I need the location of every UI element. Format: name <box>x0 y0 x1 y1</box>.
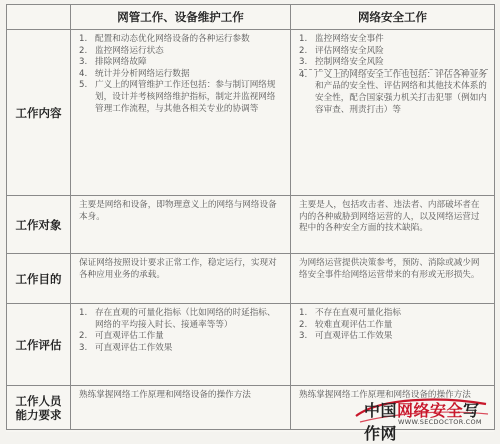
list-item-number: 1. <box>79 308 88 318</box>
cell-staff-requirements-mgmt <box>71 386 291 430</box>
list-item <box>79 308 284 331</box>
list-work-evaluation-security <box>291 304 494 346</box>
list-item <box>299 34 488 46</box>
cell-work-object-security <box>291 196 495 254</box>
list-item <box>299 320 488 332</box>
header-network-security: 网络安全工作 <box>291 5 495 30</box>
cell-work-purpose-security <box>291 254 495 304</box>
list-item-text: 可直观评估工作效果 <box>315 331 393 342</box>
list-item-number: 3. <box>299 331 308 342</box>
row-label-staff-line2: 能力要求 <box>15 407 62 422</box>
list-item-text: 监控网络安全事件 <box>315 34 384 44</box>
text-work-object-mgmt: 主要是网络和设备，即物理意义上的网络与网络设备本身。 <box>79 200 277 222</box>
list-item <box>299 46 488 58</box>
cell-work-object-mgmt <box>71 196 291 254</box>
list-item <box>79 46 284 58</box>
list-item-text: 存在直观的可量化指标（比如网络的时延指标、网络的平均接入时长、接通率等等） <box>95 308 276 330</box>
list-item <box>79 331 284 343</box>
list-item-text: 广义上的网管维护工作还包括：参与制订网络规划，设计并考核网络维护指标，制定并监视网络管理工作流程，与其他各相关专业的协调等 <box>95 80 276 114</box>
watermark-brand-left: 中国 <box>364 401 398 420</box>
list-item-number: 1. <box>299 34 308 44</box>
list-item-text: 监控网络运行状态 <box>95 45 164 56</box>
list-item-number: 2. <box>79 331 88 342</box>
cell-work-content-security <box>291 30 495 196</box>
watermark-url: WWW.SECDOCTOR.COM <box>398 418 482 426</box>
list-work-content-security <box>291 30 494 119</box>
row-label-work-evaluation: 工作评估 <box>7 304 71 386</box>
list-work-content-mgmt <box>71 30 290 118</box>
list-item-text: 统计并分析网络运行数据 <box>95 68 190 79</box>
list-item-number: 3. <box>299 57 308 68</box>
list-item-text: 可直观评估工作量 <box>95 331 164 342</box>
text-work-object-security: 主要是人，包括攻击者、违法者、内部破坏者在内的各种威胁到网络运营的人，以及网络运营过程中的各种安全方面的技术缺陷。 <box>299 200 480 234</box>
list-item <box>79 34 284 46</box>
row-work-purpose <box>7 254 495 304</box>
list-item <box>79 343 284 355</box>
list-item-text: 较难直观评估工作量 <box>315 319 393 330</box>
list-item <box>79 57 284 69</box>
header-network-management: 网管工作、设备维护工作 <box>71 5 291 30</box>
list-item <box>299 308 488 320</box>
list-work-evaluation-mgmt <box>71 304 290 357</box>
list-item-number: 2. <box>79 45 88 56</box>
list-item-number: 4. <box>79 68 88 79</box>
row-label-work-content: 工作内容 <box>7 30 71 196</box>
row-work-object <box>7 196 495 254</box>
list-item <box>299 57 488 69</box>
list-item-number: 1. <box>79 34 88 44</box>
list-item-number: 3. <box>79 57 88 68</box>
comparison-table-sheet <box>6 4 494 443</box>
list-item-text: 配置和动态优化网络设备的各种运行参数 <box>95 34 250 44</box>
watermark-brand-mid: 网络安全 <box>397 401 464 420</box>
list-item-number: 5. <box>79 80 88 91</box>
text-work-purpose-security: 为网络运营提供决策参考，预防、消除或减少网络安全事件给网络运营带来的有形或无形损失。 <box>299 258 480 280</box>
list-item-text: 不存在直观可量化指标 <box>315 308 401 318</box>
row-label-work-purpose: 工作目的 <box>7 254 71 304</box>
row-label-staff-line1: 工作人员 <box>15 393 62 408</box>
text-staff-requirements-security: 熟练掌握网络工作原理和网络设备的操作方法 <box>299 390 471 400</box>
list-item-text: 评估网络安全风险 <box>315 45 384 56</box>
list-item-text: 排除网络故障 <box>95 57 147 68</box>
list-item-number: 3. <box>79 342 88 353</box>
cell-work-purpose-mgmt <box>71 254 291 304</box>
list-item-text: 可直观评估工作效果 <box>95 342 173 353</box>
row-work-content <box>7 30 495 196</box>
list-item <box>299 69 488 116</box>
list-item-number: 1. <box>299 308 308 318</box>
row-work-evaluation <box>7 304 495 386</box>
text-work-purpose-mgmt: 保证网络按照设计要求正常工作，稳定运行，实现对各种应用业务的承载。 <box>79 258 277 280</box>
list-item-text: 控制网络安全风险 <box>315 57 384 68</box>
list-item-number: 4. <box>299 69 308 80</box>
cell-work-content-mgmt <box>71 30 291 196</box>
cell-work-evaluation-security <box>291 304 495 386</box>
list-item-number: 2. <box>299 45 308 56</box>
list-item <box>79 80 284 115</box>
comparison-table <box>6 4 495 430</box>
header-row <box>7 5 495 30</box>
list-item-number: 2. <box>299 319 308 330</box>
cell-work-evaluation-mgmt <box>71 304 291 386</box>
list-item-text: 广义上的网络安全工作也包括：评估各种业务和产品的安全性、评估网络和其他技术体系的安全性，配合国家强力机关打击犯罪（例如内容审查、刑责打击）等 <box>315 69 487 115</box>
watermark-logo <box>350 394 492 443</box>
text-staff-requirements-mgmt: 熟练掌握网络工作原理和网络设备的操作方法 <box>79 390 251 400</box>
row-label-work-object: 工作对象 <box>7 196 71 254</box>
row-label-staff-requirements <box>7 386 71 430</box>
list-item <box>79 69 284 81</box>
list-item <box>299 331 488 343</box>
corner-cell <box>7 5 71 30</box>
watermark-brand-right: 写作网 <box>364 401 480 443</box>
